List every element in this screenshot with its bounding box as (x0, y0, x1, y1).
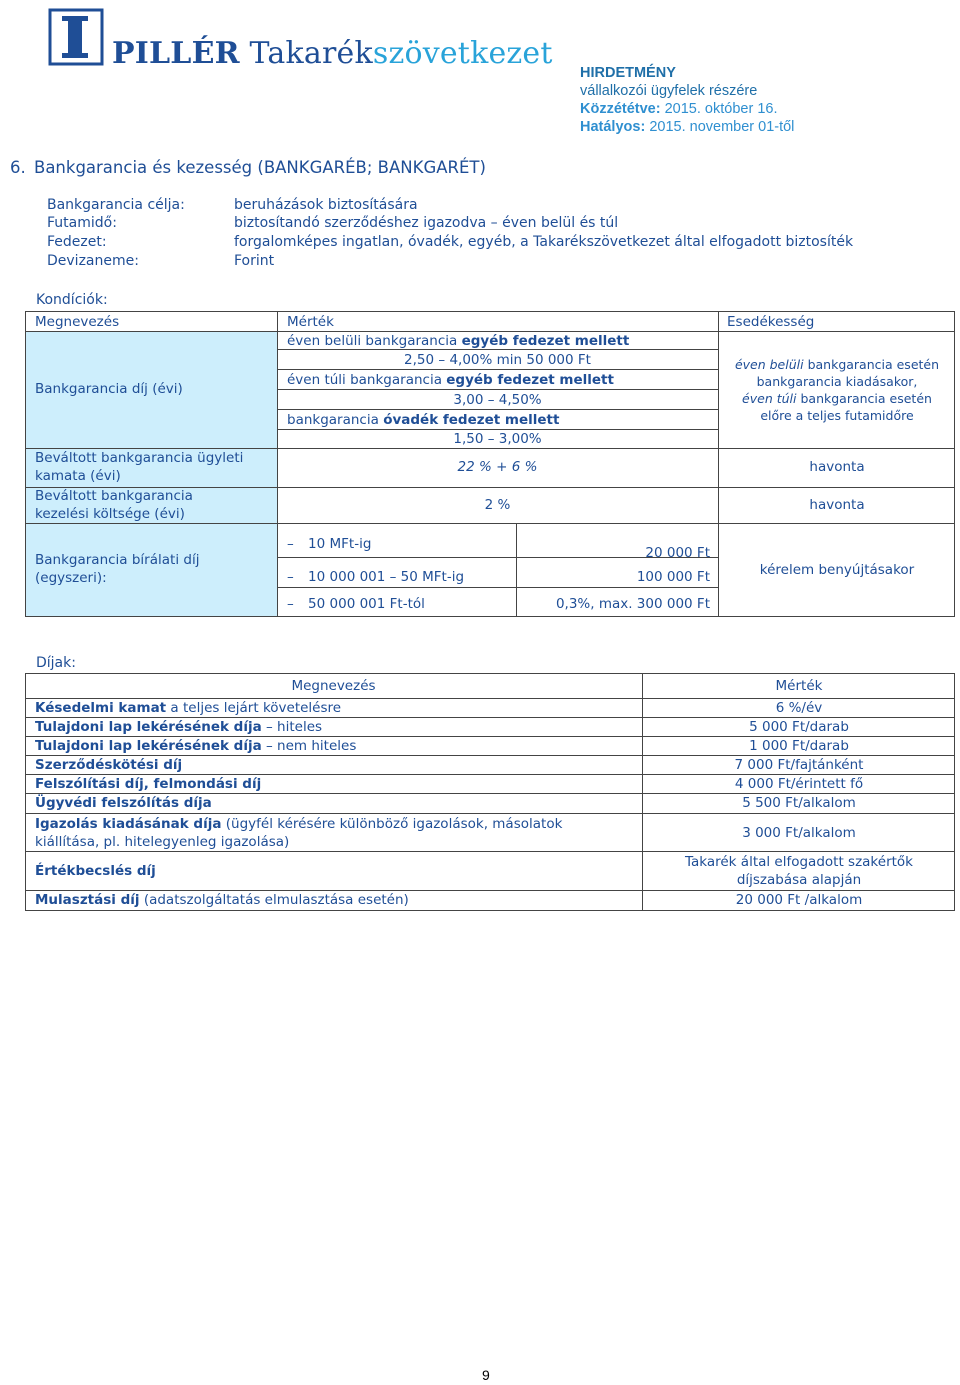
conditions-heading: Kondíciók: (36, 292, 108, 308)
interest-due: havonta (809, 459, 865, 475)
review-due: kérelem benyújtásakor (759, 562, 915, 578)
fees-header-measure: Mérték (775, 678, 823, 694)
logo-wordmark (112, 36, 553, 71)
header-measure: Mérték (287, 314, 334, 330)
handling-value: 2 % (484, 497, 511, 513)
logo-name-b: szövetkezet (372, 36, 553, 71)
info-value: biztosítandó szerződéshez igazodva – éven belül és túl (234, 215, 619, 231)
tier-fee: 0,3%, max. 300 000 Ft (555, 596, 710, 612)
handling-name: Beváltott bankgarancia kezelési költsége (évi) (35, 488, 193, 522)
fees-heading: Díjak: (36, 655, 76, 671)
fees-header-name: Megnevezés (291, 678, 376, 694)
tier-range: – 50 000 001 Ft-tól (287, 596, 425, 612)
effective-date: 2015. november 01-től (649, 119, 795, 135)
tier-fee: 20 000 Ft (645, 545, 710, 561)
fee-value: 1,50 – 3,00% (453, 431, 542, 447)
tier-fee: 100 000 Ft (636, 569, 710, 585)
conditions-table (25, 311, 955, 617)
fee-line: bankgarancia óvadék fedezet mellett (287, 412, 560, 428)
interest-name: Beváltott bankgarancia ügyleti kamata (évi) (35, 450, 244, 484)
info-label: Fedezet: (47, 234, 107, 250)
header-due: Esedékesség (727, 314, 815, 330)
published-date: 2015. október 16. (664, 101, 778, 117)
logo-mark (48, 8, 104, 66)
section-number: 6. (10, 158, 26, 177)
notice-audience: vállalkozói ügyfelek részére (580, 83, 758, 99)
info-value: beruházások biztosítására (234, 197, 418, 213)
fee-name: Bankgarancia díj (évi) (35, 381, 183, 397)
section-title-text: Bankgarancia és kezesség (BANKGARÉB; BANKGARÉT) (34, 158, 486, 177)
fee-due: éven belüli bankgarancia esetén bankgarancia kiadásakor, éven túli bankgarancia esetén előre a teljes futamidőre (734, 357, 940, 423)
effective-label: Hatályos: (580, 119, 646, 135)
published-label: Közzététve: (580, 101, 661, 117)
info-label: Bankgarancia célja: (47, 197, 185, 213)
fee-value: 3,00 – 4,50% (453, 392, 542, 408)
fee-value: 2,50 – 4,00% min 50 000 Ft (404, 352, 591, 368)
notice-block (580, 64, 794, 136)
interest-value: 22 % + 6 % (457, 459, 538, 475)
tier-range: – 10 000 001 – 50 MFt-ig (287, 569, 465, 585)
notice-title: HIRDETMÉNY (580, 65, 676, 81)
info-label: Devizaneme: (47, 253, 139, 269)
tier-range: – 10 MFt-ig (287, 536, 372, 552)
review-name: Bankgarancia bírálati díj (egyszeri): (35, 552, 200, 586)
header-name: Megnevezés (35, 314, 120, 330)
logo-name-a: Takarék (249, 36, 373, 71)
fee-line: éven túli bankgarancia egyéb fedezet mellett (287, 372, 614, 388)
logo-brand: PILLÉR (112, 36, 240, 71)
fees-table: Megnevezés Mérték Késedelmi kamat a teljes lejárt követelésre 6 %/év Tulajdoni lap lekérésének díja – hiteles 5 000 Ft/darab Tulajdoni lap lekérésének díja – nem hiteles 1 000 Ft/darab Szerződéskötési díj 7 000 Ft/fajtánként Felszólítási díj, felmondási díj 4 000 Ft/érintett fő Ügyvédi felszólítás díja 5 500 Ft/alkalom Igazolás kiadásának díja (ügyfél kérésére különböző igazolások, másolatok kiállítása, pl. hitelegyenleg igazolása) 3 000 Ft/alkalom Értékbecslés díj Takarék által elfogadott szakértők díjszabása alapján Mulasztási díj (adatszolgáltatás elmulasztása esetén) 20 000 Ft /alkalom (25, 673, 955, 911)
info-value: Forint (234, 253, 275, 269)
fee-line: éven belüli bankgarancia egyéb fedezet mellett (287, 333, 630, 349)
handling-due: havonta (809, 497, 865, 513)
info-value: forgalomképes ingatlan, óvadék, egyéb, a Takarékszövetkezet által elfogadott biztosíték (234, 234, 854, 250)
section-title (10, 158, 486, 177)
page-number: 9 (482, 1367, 490, 1383)
info-label: Futamidő: (47, 215, 117, 231)
